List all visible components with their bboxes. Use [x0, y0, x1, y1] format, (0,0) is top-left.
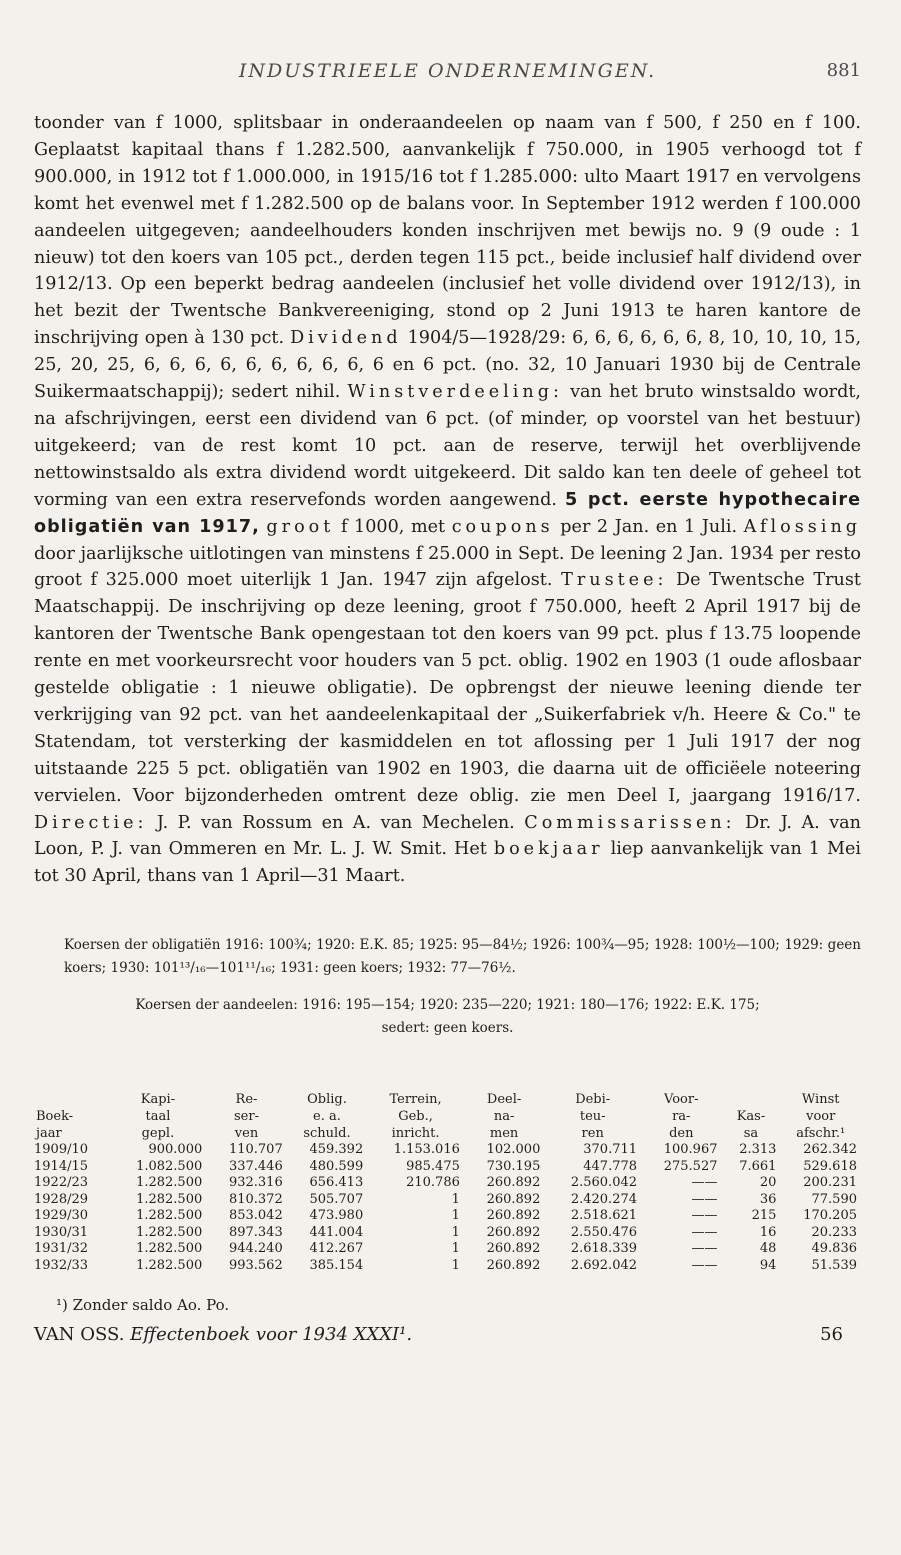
table-row [34, 1142, 861, 1159]
table-cell: 260.892 [486, 1175, 541, 1191]
table-cell: 993.562 [228, 1257, 283, 1273]
table-cell: 1 [451, 1208, 460, 1224]
dividend-text: 1904/5—1928/29: 6, 6, 6, 6, 6, 6, 8, 10, 10, 10, 15, 25, 20, 25, 6, 6, 6, 6, 6, 6, 6, 6, 6, 6 en 6 pct. (no. 32, 10 Januari 1930 bij de Centrale Suikermaatschappij); sedert nihil. [34, 328, 862, 403]
table-cell: 94 [759, 1257, 777, 1273]
table-cell: 1922/23 [34, 1175, 89, 1191]
page-footer [34, 1324, 861, 1354]
table-cell: 210.786 [406, 1175, 460, 1191]
table-cell: —— [691, 1191, 718, 1207]
table-cell: 260.892 [486, 1224, 541, 1240]
table-header-row [34, 1074, 861, 1142]
boekjaar-label: boekjaar [493, 839, 604, 860]
table-cell: 2.692.042 [570, 1257, 638, 1273]
table-cell: 16 [759, 1224, 777, 1240]
table-row [34, 1241, 861, 1258]
table-cell: 656.413 [309, 1175, 364, 1191]
col-deelnamen: Deel- na- men [486, 1092, 522, 1142]
table-cell: 1909/10 [34, 1142, 89, 1158]
col-kassa: Kas- sa [736, 1109, 766, 1142]
trustee-label: Trustee: [561, 570, 668, 591]
col-boekjaar: Boek- jaar [36, 1109, 74, 1142]
quotations [34, 934, 861, 1040]
table-cell: 7.661 [739, 1158, 777, 1174]
table-cell: 215 [751, 1208, 777, 1224]
table-cell: 51.539 [811, 1257, 857, 1273]
table-cell: 2.518.621 [570, 1208, 638, 1224]
table-cell: 412.267 [309, 1241, 364, 1257]
table-cell: 1 [451, 1241, 460, 1257]
capital-paragraph: toonder van f 1000, splitsbaar in onderaandeelen op naam van f 500, f 250 en f 100. Geplaatst kapitaal thans f 1.282.500, aanvankelijk f 750.000, in 1905 verhoogd tot f 900.000, in 1912 tot f 1.000.000, in 1915/16 tot f 1.285.000: ulto Maart 1917 en vervolgens komt het evenwel met f 1.282.500 op de balans voor. In September 1912 werden f 100.000 aandeelen uitgegeven; aandeelhouders konden inschrijven met bewijs no. 9 (9 oude : 1 nieuw) tot den koers van 105 pct., derden tegen 115 pct., beide inclusief half dividend over 1912/13. Op een beperkt bedrag aandeelen (inclusief het volle dividend over 1912/13), in het bezit der Twentsche Bankvereeniging, stond op 2 Juni 1913 te haren kantore de inschrijving open à 130 pct. [34, 113, 861, 349]
table-cell: 480.599 [309, 1158, 364, 1174]
table-cell: 1.082.500 [136, 1158, 203, 1174]
table-cell: 77.590 [811, 1191, 857, 1207]
table-cell: 2.618.339 [570, 1241, 638, 1257]
directie-text: J. P. van Rossum en A. van Mechelen. [156, 812, 515, 833]
table-cell: 897.343 [228, 1224, 283, 1240]
table-cell: 1931/32 [34, 1241, 89, 1257]
dividend-label: Dividend [290, 328, 402, 349]
table-cell: 262.342 [803, 1142, 857, 1158]
table-cell: 1.282.500 [136, 1208, 203, 1224]
winstverdeeling-text: van het bruto winstsaldo wordt, na afschrijvingen, eerst een dividend van 6 pct. (of minder, op voorstel van het bestuur) uitgekeerd; van de rest komt 10 pct. aan de reserve, terwijl het overblijvende nettowinstsaldo als extra dividend wordt uitgekeerd. Dit saldo kan ten deele of geheel tot vorming van een extra reservefonds worden aangewend. [34, 382, 861, 510]
table-cell: 900.000 [148, 1142, 203, 1158]
page-number: 881 [826, 60, 861, 81]
running-title: INDUSTRIEELE ONDERNEMINGEN. [238, 60, 657, 82]
table-cell: 100.967 [663, 1142, 718, 1158]
table-cell: 1914/15 [34, 1158, 89, 1174]
obligation-heading: 5 pct. eerste hypothecaire obligatiën van 1917, [34, 489, 861, 537]
commissarissen-label: Commissarissen: [524, 812, 736, 833]
share-quotes-line-1: Koersen der aandeelen: 1916: 195—154; 1920: 235—220; 1921: 180—176; 1922: E.K. 175; [135, 997, 760, 1014]
table-cell: 260.892 [486, 1208, 541, 1224]
table-cell: 1 [451, 1224, 460, 1240]
table-cell: 459.392 [309, 1142, 364, 1158]
table-cell: 49.836 [811, 1241, 857, 1257]
obligation-text-1: f 1000, met [340, 516, 446, 537]
footer-number: 56 [820, 1324, 843, 1346]
table-cell: 730.195 [486, 1158, 541, 1174]
aflossing-label: Aflossing [743, 516, 862, 537]
footer-author: VAN OSS. [34, 1324, 125, 1346]
obligation-text-3: door jaarlijksche uitlotingen van minstens f 25.000 in Sept. De leening 2 Jan. 1934 per resto groot f 325.000 moet uiterlijk 1 Jan. 1947 zijn afgelost. [34, 543, 861, 591]
table-cell: 20.233 [811, 1224, 857, 1240]
col-voorraden: Voor- ra- den [664, 1092, 699, 1142]
table-cell: 337.446 [228, 1158, 283, 1174]
table-cell: 985.475 [406, 1158, 460, 1174]
table-cell: 2.550.476 [570, 1224, 638, 1240]
share-quotes [34, 994, 861, 1040]
col-obligaties: Oblig. e. a. schuld. [303, 1092, 351, 1142]
table-cell: 260.892 [486, 1241, 541, 1257]
table-cell: 1928/29 [34, 1191, 89, 1207]
table-cell: 1929/30 [34, 1208, 89, 1224]
table-row [34, 1192, 861, 1209]
table-cell: —— [691, 1208, 718, 1224]
share-quotes-line-2: sedert: geen koers. [381, 1020, 514, 1037]
table-cell: 441.004 [309, 1224, 364, 1240]
table-cell: 1 [451, 1257, 460, 1273]
obligation-text-4: De Twentsche Trust Maatschappij. De inschrijving op deze leening, groot f 750.000, heeft 2 April 1917 bij de kantoren der Twentsche Bank opengestaan tot den koers van 99 pct. plus f 13.75 loopende rente en met voorkeursrecht voor houders van 5 pct. oblig. 1902 en 1903 (1 oude aflosbaar gestelde obligatie : 1 nieuwe obligatie). De opbrengst der nieuwe leening diende ter verkrijging van 92 pct. van het aandeelenkapitaal der „Suikerfabriek v/h. Heere & Co." te Statendam, tot versterking der kasmiddelen en tot aflossing per 1 Juli 1917 der nog uitstaande 225 5 pct. obligatiën van 1902 en 1903, die daarna uit de officiëele noteering vervielen. Voor bijzonderheden omtrent deze oblig. zie men Deel I, jaargang 1916/17. [34, 570, 861, 806]
table-cell: —— [691, 1175, 718, 1191]
boekjaar-pre: Het [453, 839, 487, 860]
table-row [34, 1159, 861, 1176]
table-cell: 944.240 [228, 1241, 283, 1257]
table-cell: 48 [759, 1241, 777, 1257]
table-cell: 370.711 [583, 1142, 638, 1158]
body-text [34, 110, 861, 890]
table-cell: 200.231 [803, 1175, 857, 1191]
table-cell: 810.372 [228, 1191, 283, 1207]
col-debiteuren: Debi- teu- ren [575, 1092, 611, 1142]
obligation-text-2: per 2 Jan. en 1 Juli. [560, 516, 738, 537]
footer-title: Effectenboek voor 1934 XXXI¹. [130, 1324, 413, 1346]
table-cell: 275.527 [663, 1158, 718, 1174]
table-cell: 1.282.500 [136, 1257, 203, 1273]
commissarissen-text: Dr. J. A. van Loon, P. J. van Ommeren en Mr. L. J. W. Smit. [34, 812, 862, 860]
table-cell: 473.980 [309, 1208, 364, 1224]
table-cell: 1932/33 [34, 1257, 89, 1273]
table-cell: 20 [759, 1175, 777, 1191]
table-row [34, 1208, 861, 1225]
winstverdeeling-label: Winstverdeeling: [347, 382, 563, 403]
boekjaar-text: liep aanvankelijk van 1 Mei tot 30 April, thans van 1 April—31 Maart. [34, 839, 862, 887]
col-terrein: Terrein, Geb., inricht. [389, 1092, 442, 1142]
table-cell: 36 [759, 1191, 777, 1207]
table-cell: 170.205 [803, 1208, 857, 1224]
table-cell: 2.313 [739, 1142, 777, 1158]
col-kapitaal: Kapi- taal gepl. [140, 1092, 176, 1142]
table-cell: 260.892 [486, 1191, 541, 1207]
table-cell: 505.707 [309, 1191, 364, 1207]
table-cell: —— [691, 1241, 718, 1257]
page-header [34, 56, 861, 92]
table-cell: 2.420.274 [570, 1191, 638, 1207]
groot-label: groot [266, 516, 335, 537]
table-row [34, 1175, 861, 1192]
table-cell: 102.000 [486, 1142, 541, 1158]
table-cell: —— [691, 1224, 718, 1240]
table-row [34, 1225, 861, 1242]
table-cell: —— [691, 1257, 718, 1273]
table-row [34, 1258, 861, 1275]
col-winst: Winst voor afschr.¹ [796, 1092, 846, 1142]
table-cell: 1930/31 [34, 1224, 89, 1240]
coupons-label: coupons [451, 516, 554, 537]
obligation-quotes: Koersen der obligatiën 1916: 100¾; 1920: E.K. 85; 1925: 95—84½; 1926: 100¾—95; 1928: 100½—100; 1929: geen koers; 1930: 101¹³/₁₆—101¹¹/₁₆; 1931: geen koers; 1932: 77—76½. [64, 937, 861, 977]
table-cell: 110.707 [228, 1142, 283, 1158]
table-cell: 385.154 [309, 1257, 364, 1273]
table-cell: 1.153.016 [393, 1142, 460, 1158]
directie-label: Directie: [34, 812, 148, 833]
table-cell: 1.282.500 [136, 1191, 203, 1207]
col-reserven: Re- ser- ven [234, 1092, 259, 1142]
table-cell: 932.316 [228, 1175, 283, 1191]
table-cell: 260.892 [486, 1257, 541, 1273]
table-cell: 2.560.042 [570, 1175, 638, 1191]
table-cell: 1.282.500 [136, 1241, 203, 1257]
footer-source [34, 1324, 412, 1345]
table-cell: 529.618 [803, 1158, 857, 1174]
table-cell: 1 [451, 1191, 460, 1207]
table-cell: 1.282.500 [136, 1175, 203, 1191]
table-cell: 1.282.500 [136, 1224, 203, 1240]
footnote: ¹) Zonder saldo Ao. Po. [56, 1296, 230, 1315]
table-body [34, 1142, 861, 1274]
table-cell: 853.042 [228, 1208, 283, 1224]
financial-table [34, 1074, 861, 1274]
table-cell: 447.778 [583, 1158, 638, 1174]
